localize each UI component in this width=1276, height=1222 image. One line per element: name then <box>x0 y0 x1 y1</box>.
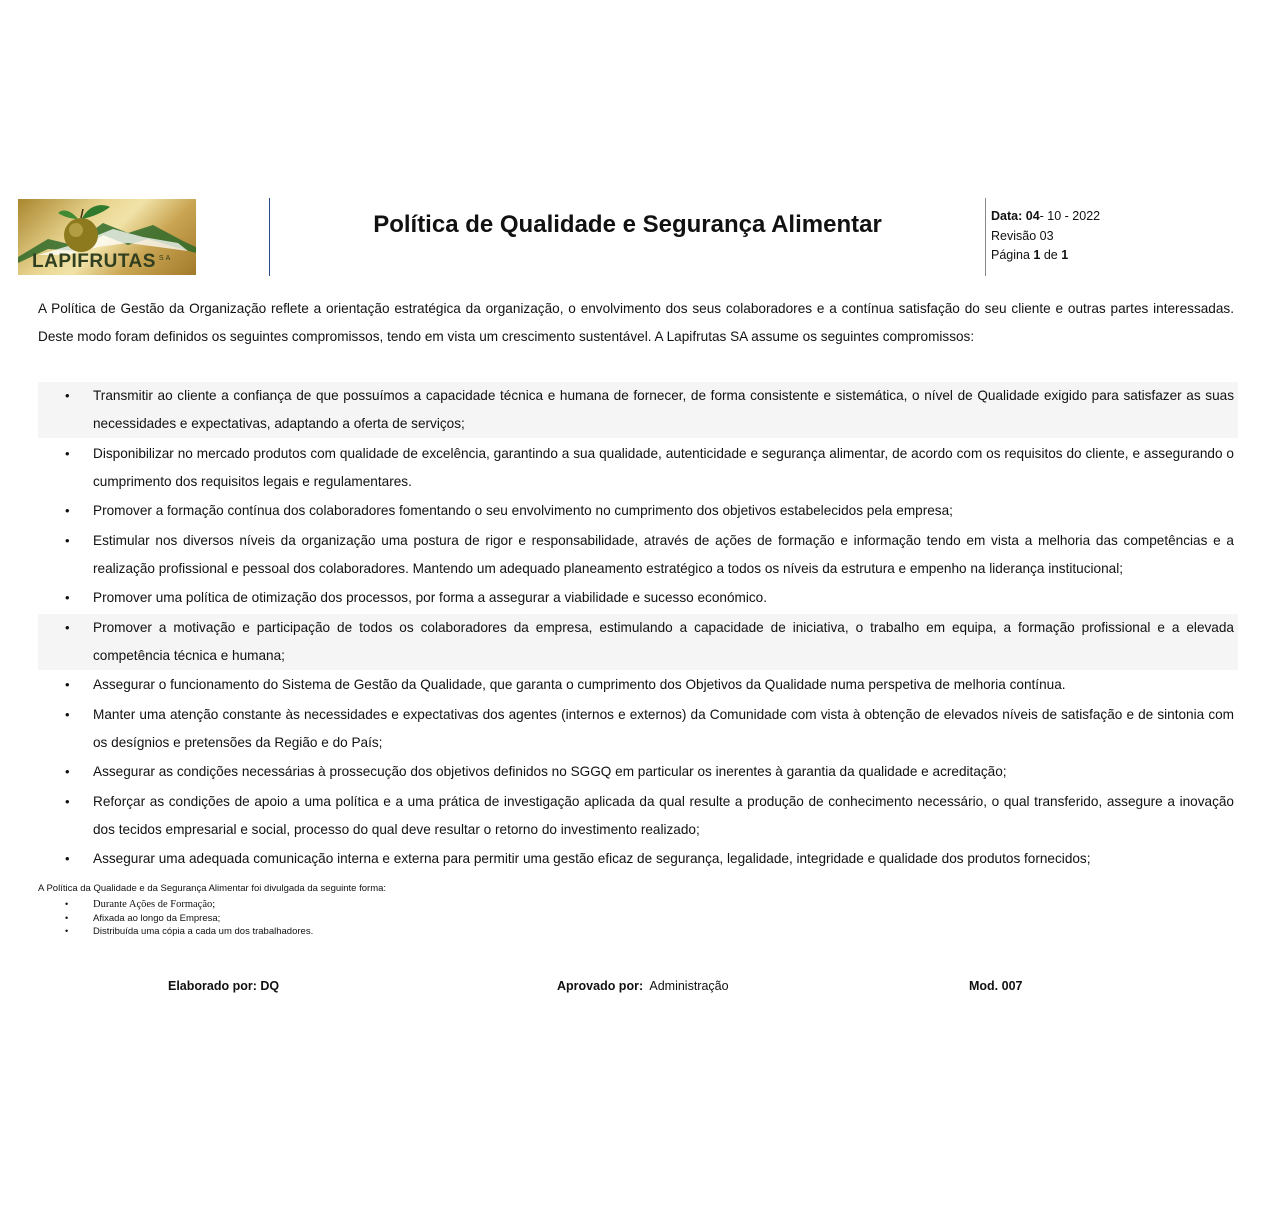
bullet-icon: • <box>65 912 69 923</box>
footer-approved-by: Aprovado por: Administração <box>557 979 729 993</box>
bullet-icon: • <box>65 764 70 779</box>
document-meta <box>991 207 1100 266</box>
list-item: • Promover uma política de otimização dos processos, por forma a assegurar a viabilidade e sucesso económico. <box>38 584 1238 612</box>
list-item: • Assegurar as condições necessárias à prossecução dos objetivos definidos no SGGQ em particular os inerentes à garantia da qualidade e acreditação; <box>38 758 1238 786</box>
bullet-icon: • <box>65 926 69 936</box>
dissemination-intro: A Política da Qualidade e da Segurança Alimentar foi divulgada da seguinte forma: <box>38 883 387 894</box>
list-item: • Promover a formação contínua dos colaboradores fomentando o seu envolvimento no cumprimento dos objetivos estabelecidos pela empresa; <box>38 497 1238 525</box>
meta-revision: Revisão 03 <box>991 228 1054 243</box>
bullet-icon: • <box>65 677 70 692</box>
bullet-icon: • <box>65 388 70 403</box>
bullet-icon: • <box>65 445 70 461</box>
list-item: • Distribuída uma cópia a cada um dos trabalhadores. <box>65 926 314 937</box>
meta-date: Data: 04- 10 - 2022 <box>991 209 1101 223</box>
bullet-icon: • <box>65 793 70 809</box>
bullet-icon: • <box>65 532 70 548</box>
list-item: • Reforçar as condições de apoio a uma política e a uma prática de investigação aplicada da qual resulte a produção de conhecimento necessário, o qual transferido, assegure a inovação dos tecidos empresarial e social, processo do qual deve resultar o retorno do investimento realizado; <box>38 788 1238 844</box>
commitments-list <box>38 382 1238 875</box>
intro-paragraph: A Política de Gestão da Organização reflete a orientação estratégica da organização, o envolvimento dos seus colaboradores e a contínua satisfação do seu cliente e outras partes interessadas. Deste modo foram definidos os seguintes compromissos, tendo em vista um crescimento sustentável. A Lapifrutas SA assume os seguintes compromissos: <box>38 301 1234 344</box>
list-item: • Transmitir ao cliente a confiança de que possuímos a capacidade técnica e humana de fornecer, de forma consistente e sistemática, o nível de Qualidade exigido para satisfazer as suas necessidades e expectativas, adaptando a oferta de serviços; <box>38 382 1238 438</box>
bullet-icon: • <box>65 706 70 722</box>
bullet-icon: • <box>65 619 70 635</box>
dissemination-list <box>38 898 313 939</box>
bullet-icon: • <box>65 503 70 518</box>
list-item: • Durante Ações de Formação; <box>65 899 216 910</box>
bullet-icon: • <box>65 590 70 605</box>
list-item: • Assegurar uma adequada comunicação interna e externa para permitir uma gestão eficaz de segurança, legalidade, integridade e qualidade dos produtos fornecidos; <box>38 845 1238 873</box>
bullet-icon: • <box>65 899 69 909</box>
list-item: • Estimular nos diversos níveis da organização uma postura de rigor e responsabilidade, através de ações de formação e informação tendo em vista a melhoria das competências e a realização profissional e pessoal dos colaboradores. Mantendo um adequado planeamento estratégico a todos os níveis da estrutura e empenho na liderança institucional; <box>38 527 1238 583</box>
bullet-icon: • <box>65 851 70 866</box>
list-item: • Afixada ao longo da Empresa; <box>65 912 221 924</box>
logo-wordmark: LAPIFRUTAS $^{SA}$ <box>32 251 173 272</box>
list-item: • Disponibilizar no mercado produtos com qualidade de excelência, garantindo a sua qualidade, autenticidade e segurança alimentar, de acordo com os requisitos do cliente, e assegurando o cumprimento dos requisitos legais e regulamentares. <box>38 440 1238 496</box>
footer-prepared-by: Elaborado por: DQ <box>168 979 280 993</box>
header-divider-right <box>985 198 986 276</box>
list-item: • Promover a motivação e participação de todos os colaboradores da empresa, estimulando a capacidade de iniciativa, o trabalho em equipa, a formação profissional e a elevada competência técnica e humana; <box>38 614 1238 670</box>
meta-page: Página 1 de 1 <box>991 248 1069 262</box>
company-logo <box>18 199 196 275</box>
list-item: • Assegurar o funcionamento do Sistema de Gestão da Qualidade, que garanta o cumprimento dos Objetivos da Qualidade numa perspetiva de melhoria contínua. <box>38 671 1238 699</box>
list-item: • Manter uma atenção constante às necessidades e expectativas dos agentes (internos e externos) da Comunidade com vista à obtenção de elevados níveis de satisfação e de sintonia com os desígnios e pretensões da Região e do País; <box>38 701 1238 757</box>
footer-model: Mod. 007 <box>969 979 1023 993</box>
page-title: Política de Qualidade e Segurança Alimentar <box>373 211 882 238</box>
